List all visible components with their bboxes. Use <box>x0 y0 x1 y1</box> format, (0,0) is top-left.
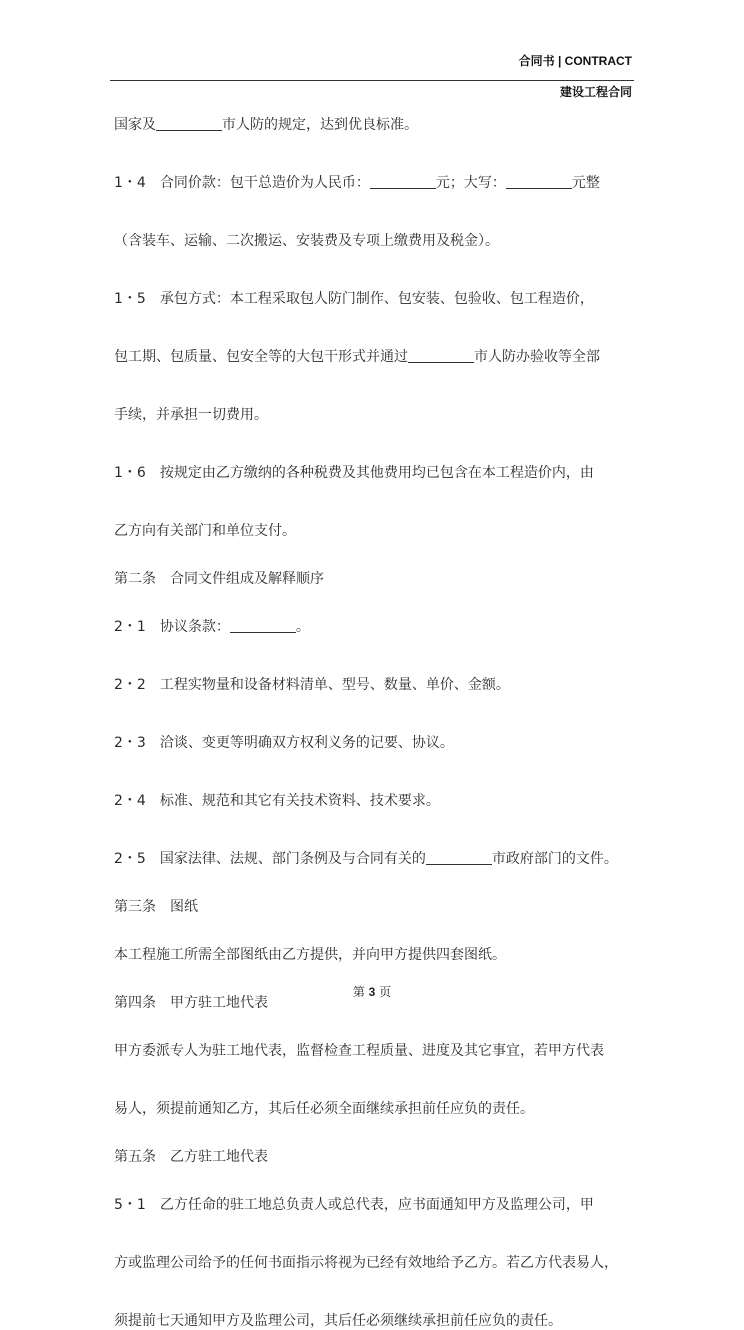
text: 市政府部门的文件。 <box>491 851 618 867</box>
article-5-heading: 第五条 乙方驻工地代表 <box>114 1149 268 1165</box>
paragraph-line: 须提前七天通知甲方及监理公司，其后任必须继续承担前任应负的责任。 <box>114 1313 562 1329</box>
fill-blank <box>370 174 436 189</box>
article-4-heading: 第四条 甲方驻工地代表 <box>114 995 268 1011</box>
document-body <box>114 116 634 1330</box>
fill-blank <box>408 348 474 363</box>
header-title: 合同书 | CONTRACT <box>518 54 632 68</box>
article-3-heading: 第三条 图纸 <box>114 899 198 915</box>
text: 国家及 <box>114 117 156 133</box>
clause-2-1 <box>114 618 634 636</box>
paragraph-line: 甲方委派专人为驻工地代表，监督检查工程质量、进度及其它事宜，若甲方代表 <box>114 1043 604 1059</box>
paragraph-line: 易人，须提前通知乙方，其后任必须全面继续承担前任应负的责任。 <box>114 1101 534 1117</box>
clause-2-5 <box>114 850 634 868</box>
clause-2-2: 2・2 工程实物量和设备材料清单、型号、数量、单价、金额。 <box>114 677 510 693</box>
paragraph-line: 乙方向有关部门和单位支付。 <box>114 523 296 539</box>
clause-2-4: 2・4 标准、规范和其它有关技术资料、技术要求。 <box>114 793 440 809</box>
clause-2-3: 2・3 洽谈、变更等明确双方权利义务的记要、协议。 <box>114 735 454 751</box>
text: 2・5 国家法律、法规、部门条例及与合同有关的 <box>114 851 426 867</box>
fill-blank <box>156 116 222 131</box>
text: 。 <box>295 619 310 635</box>
text: 1・4 合同价款：包干总造价为人民币： <box>114 175 370 191</box>
article-2-heading: 第二条 合同文件组成及解释顺序 <box>114 571 324 587</box>
paragraph-line: 方或监理公司给予的任何书面指示将视为已经有效地给予乙方。若乙方代表易人， <box>114 1255 618 1271</box>
clause-1-6: 1・6 按规定由乙方缴纳的各种税费及其他费用均已包含在本工程造价内，由 <box>114 465 594 481</box>
page-prefix: 第 <box>352 985 365 999</box>
page-number <box>0 983 744 1000</box>
text: 元；大写： <box>435 175 506 191</box>
text: 包工期、包质量、包安全等的大包干形式并通过 <box>114 349 408 365</box>
header-subtitle: 建设工程合同 <box>559 85 632 99</box>
paragraph-line: （含装车、运输、二次搬运、安装费及专项上缴费用及税金）。 <box>114 233 499 249</box>
text: 元整 <box>571 175 600 191</box>
text: 市人防的规定，达到优良标准。 <box>222 117 418 133</box>
paragraph-line <box>114 348 634 366</box>
header-divider <box>110 80 634 81</box>
paragraph-line <box>114 116 634 134</box>
clause-5-1: 5・1 乙方任命的驻工地总负责人或总代表，应书面通知甲方及监理公司，甲 <box>114 1197 594 1213</box>
paragraph-line: 本工程施工所需全部图纸由乙方提供，并向甲方提供四套图纸。 <box>114 947 506 963</box>
page-value: 3 <box>368 985 376 999</box>
fill-blank <box>506 174 572 189</box>
fill-blank <box>426 850 492 865</box>
paragraph-line: 手续，并承担一切费用。 <box>114 407 268 423</box>
text: 2・1 协议条款： <box>114 619 230 635</box>
fill-blank <box>230 618 296 633</box>
text: 市人防办验收等全部 <box>474 349 600 365</box>
clause-1-5: 1・5 承包方式：本工程采取包人防门制作、包安装、包验收、包工程造价， <box>114 291 594 307</box>
page-suffix: 页 <box>379 985 392 999</box>
clause-1-4 <box>114 174 634 192</box>
